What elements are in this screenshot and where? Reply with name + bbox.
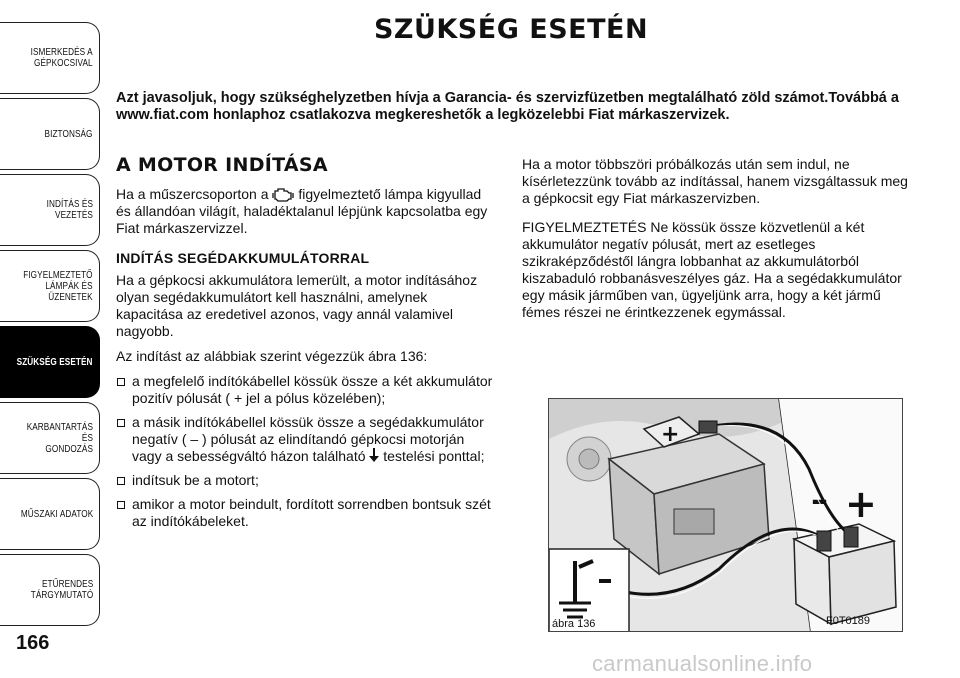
figure-caption: ábra 136	[552, 618, 596, 630]
paragraph-text: Ha a műszercsoporton a	[116, 186, 269, 202]
list-item-text: indítsuk be a motort;	[132, 472, 259, 488]
page-title: SZÜKSÉG ESETÉN	[373, 14, 649, 45]
subheading: INDÍTÁS SEGÉDAKKUMULÁTORRAL	[116, 250, 370, 266]
list-item	[116, 496, 496, 530]
watermark: carmanualsonline.info	[592, 651, 813, 676]
warning-paragraph: FIGYELMEZTETÉS Ne kössük össze közvetlenül a két akkumulátor negatív pólusát, mert az esetleges szikraképződéstől lángra lobbanhat az akkumulátorból kiszabaduló robbanásveszélyes gáz. Ha a segédakkumulátor egy másik járműben van, ügyeljünk arra, hogy a két jármű fémes részei ne érintkezzenek egymással.	[522, 219, 902, 320]
checkbox-bullet-icon	[117, 477, 125, 485]
tab-label: ETŰRENDES TÁRGYMUTATÓ	[30, 579, 93, 601]
tab-karbantartas[interactable]	[0, 402, 100, 474]
jump-start-illustration	[548, 398, 903, 632]
list-item-text: a megfelelő indítókábellel kössük össze a két akkumulátor pozitív pólusát ( + jel a pólus közelében);	[132, 373, 493, 406]
left-column	[116, 154, 496, 537]
checkbox-bullet-icon	[117, 419, 125, 427]
list-item-text: amikor a motor beindult, fordított sorrendben bontsuk szét az indítókábeleket.	[132, 496, 491, 529]
paragraph-text: figyelmeztető lámpa kigyullad és állandóan világít, haladéktalanul lépjünk kapcsolatba egy Fiat márkaszervizzel.	[116, 186, 488, 236]
page-number: 166	[16, 632, 50, 654]
tab-label: MŰSZAKI ADATOK	[20, 508, 93, 520]
right-column	[522, 156, 917, 329]
tab-inditas[interactable]	[0, 174, 100, 246]
tab-label: ISMERKEDÉS A GÉPKOCSIVAL	[30, 47, 93, 69]
list-item	[116, 472, 496, 489]
tab-label: FIGYELMEZTETŐ LÁMPÁK ÉS ÜZENETEK	[23, 269, 93, 303]
body-paragraph: Ha a gépkocsi akkumulátora lemerült, a motor indításához olyan segédakkumulátort kell használni, amelynek kapacitása az eredetivel azonos, vagy annál valamivel nagyobb.	[116, 272, 478, 339]
list-item-text: testelési ponttal;	[383, 448, 485, 464]
tab-label: KARBANTARTÁS ÉS GONDOZÁS	[26, 421, 93, 455]
tab-szukseg-eseten[interactable]	[0, 326, 100, 398]
checkbox-bullet-icon	[117, 378, 125, 386]
tab-biztonsag[interactable]	[0, 98, 100, 170]
tab-muszaki-adatok[interactable]	[0, 478, 100, 550]
body-paragraph: Ha a motor többszöri próbálkozás után sem indul, ne kísérletezzünk tovább az indítással, hanem vizsgáltassuk meg a gépkocsit egy Fiat márkaszervizben.	[522, 156, 908, 206]
plus-mark-main: +	[661, 422, 680, 447]
engine-warning-icon	[272, 186, 294, 202]
list-item-text: a másik indítókábellel kössük össze a segédakkumulátor negatív ( – ) pólusát az elindítandó gépkocsi motorján vagy a sebességváltó házon található	[132, 414, 484, 464]
intro-paragraph: Azt javasoljuk, hogy szükséghelyzetben hívja a Garancia- és szervizfüzetben megtalálható zöld számot.Továbbá a www.fiat.com honlaphoz csatlakozva megkereshetők a legközelebbi Fiat márkaszervizek.	[116, 90, 899, 123]
tab-label: SZÜKSÉG ESETÉN	[17, 356, 93, 368]
plus-mark-aux: +	[845, 482, 877, 526]
battery-diagram	[549, 399, 903, 632]
body-paragraph: Az indítást az alábbiak szerint végezzük ábra 136:	[116, 348, 428, 364]
engine-warning-paragraph	[116, 186, 496, 237]
figure-code: F0T0189	[826, 615, 871, 627]
checkbox-bullet-icon	[117, 501, 125, 509]
tab-label: INDÍTÁS ÉS VEZETÉS	[46, 199, 93, 221]
section-title: A MOTOR INDÍTÁSA	[116, 154, 328, 176]
tab-label: BIZTONSÁG	[45, 128, 93, 140]
tab-targymutato[interactable]	[0, 554, 100, 626]
list-item	[116, 414, 496, 465]
ground-symbol-icon	[369, 448, 379, 463]
tab-ismerkedes[interactable]	[0, 22, 100, 94]
steps-list	[116, 373, 496, 530]
tab-figyelmezteto[interactable]	[0, 250, 100, 322]
list-item	[116, 373, 496, 407]
minus-mark-aux: –	[811, 480, 828, 520]
